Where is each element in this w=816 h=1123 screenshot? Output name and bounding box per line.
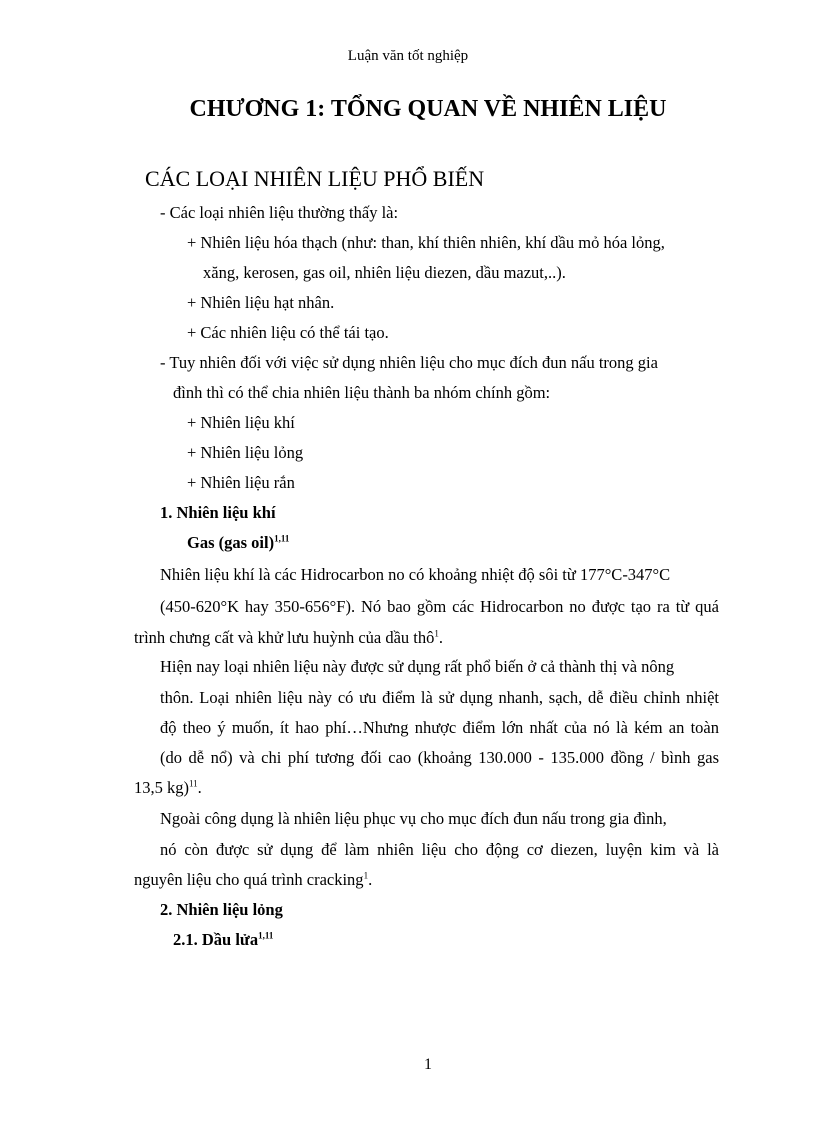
para2-line3: độ theo ý muốn, ít hao phí…Nhưng nhược điểm lớn nhất của nó là kém an toàn xyxy=(160,718,719,737)
reference-superscript: 1,11 xyxy=(258,930,274,941)
cooking-lead-line1: - Tuy nhiên đối với việc sử dụng nhiên liệu cho mục đích đun nấu trong gia xyxy=(160,353,658,372)
cooking-item-solid: + Nhiên liệu rắn xyxy=(187,473,295,492)
para3-line3-text: nguyên liệu cho quá trình cracking xyxy=(134,870,364,889)
intro-item-fossil-line1: + Nhiên liệu hóa thạch (như: than, khí thiên nhiên, khí dầu mỏ hóa lỏng, xyxy=(187,233,665,252)
para3-line2: nó còn được sử dụng để làm nhiên liệu cho động cơ diezen, luyện kim và là xyxy=(160,840,719,859)
reference-superscript: 1 xyxy=(363,870,369,881)
intro-item-fossil-line2: xăng, kerosen, gas oil, nhiên liệu diezen, dầu mazut,..). xyxy=(203,263,566,282)
running-header: Luận văn tốt nghiệp xyxy=(347,48,469,64)
chapter-title: CHƯƠNG 1: TỔNG QUAN VỀ NHIÊN LIỆU xyxy=(189,96,667,122)
reference-superscript: 11 xyxy=(189,778,198,789)
para1-line3-end: . xyxy=(438,628,444,647)
subheading-gas-oil xyxy=(187,533,289,553)
intro-item-nuclear: + Nhiên liệu hạt nhân. xyxy=(187,293,335,312)
para2-line5-end: . xyxy=(197,778,202,797)
para3-line1: Ngoài công dụng là nhiên liệu phục vụ cho mục đích đun nấu trong gia đình, xyxy=(160,809,667,828)
reference-superscript: 1 xyxy=(434,628,439,639)
heading-gas-fuel: 1. Nhiên liệu khí xyxy=(160,503,276,522)
subheading-kerosene xyxy=(173,930,273,950)
para1-line3-text: trình chưng cất và khử lưu huỳnh của dầu thô xyxy=(134,628,435,647)
heading-liquid-fuel: 2. Nhiên liệu lỏng xyxy=(160,900,283,919)
para2-line2: thôn. Loại nhiên liệu này có ưu điểm là sử dụng nhanh, sạch, dễ điều chỉnh nhiệt xyxy=(160,688,719,707)
para3-line3 xyxy=(134,870,372,890)
cooking-item-liquid: + Nhiên liệu lỏng xyxy=(187,443,304,462)
reference-superscript: 1,11 xyxy=(274,533,290,544)
para2-line5-text: 13,5 kg) xyxy=(134,778,189,797)
section-title: CÁC LOẠI NHIÊN LIỆU PHỔ BIẾN xyxy=(145,166,485,191)
cooking-item-gas: + Nhiên liệu khí xyxy=(187,413,295,432)
para2-line4: (do dễ nổ) và chi phí tương đối cao (khoảng 130.000 - 135.000 đồng / bình gas xyxy=(160,748,719,767)
page-number: 1 xyxy=(424,1056,432,1073)
para3-line3-end: . xyxy=(368,870,373,889)
subheading-kerosene-text: 2.1. Dầu lửa xyxy=(173,930,259,949)
para1-line3 xyxy=(134,628,443,648)
subheading-gas-oil-text: Gas (gas oil) xyxy=(187,533,275,552)
para1-line1: Nhiên liệu khí là các Hidrocarbon no có khoảng nhiệt độ sôi từ 177°C-347°C xyxy=(160,565,671,584)
intro-lead: - Các loại nhiên liệu thường thấy là: xyxy=(160,203,399,222)
para2-line5 xyxy=(134,778,202,798)
intro-item-renewable: + Các nhiên liệu có thể tái tạo. xyxy=(187,323,389,342)
cooking-lead-line2: đình thì có thể chia nhiên liệu thành ba nhóm chính gồm: xyxy=(173,383,551,402)
para1-line2: (450-620°K hay 350-656°F). Nó bao gồm các Hidrocarbon no được tạo ra từ quá xyxy=(160,597,719,616)
para2-line1: Hiện nay loại nhiên liệu này được sử dụng rất phổ biến ở cả thành thị và nông xyxy=(160,657,675,676)
